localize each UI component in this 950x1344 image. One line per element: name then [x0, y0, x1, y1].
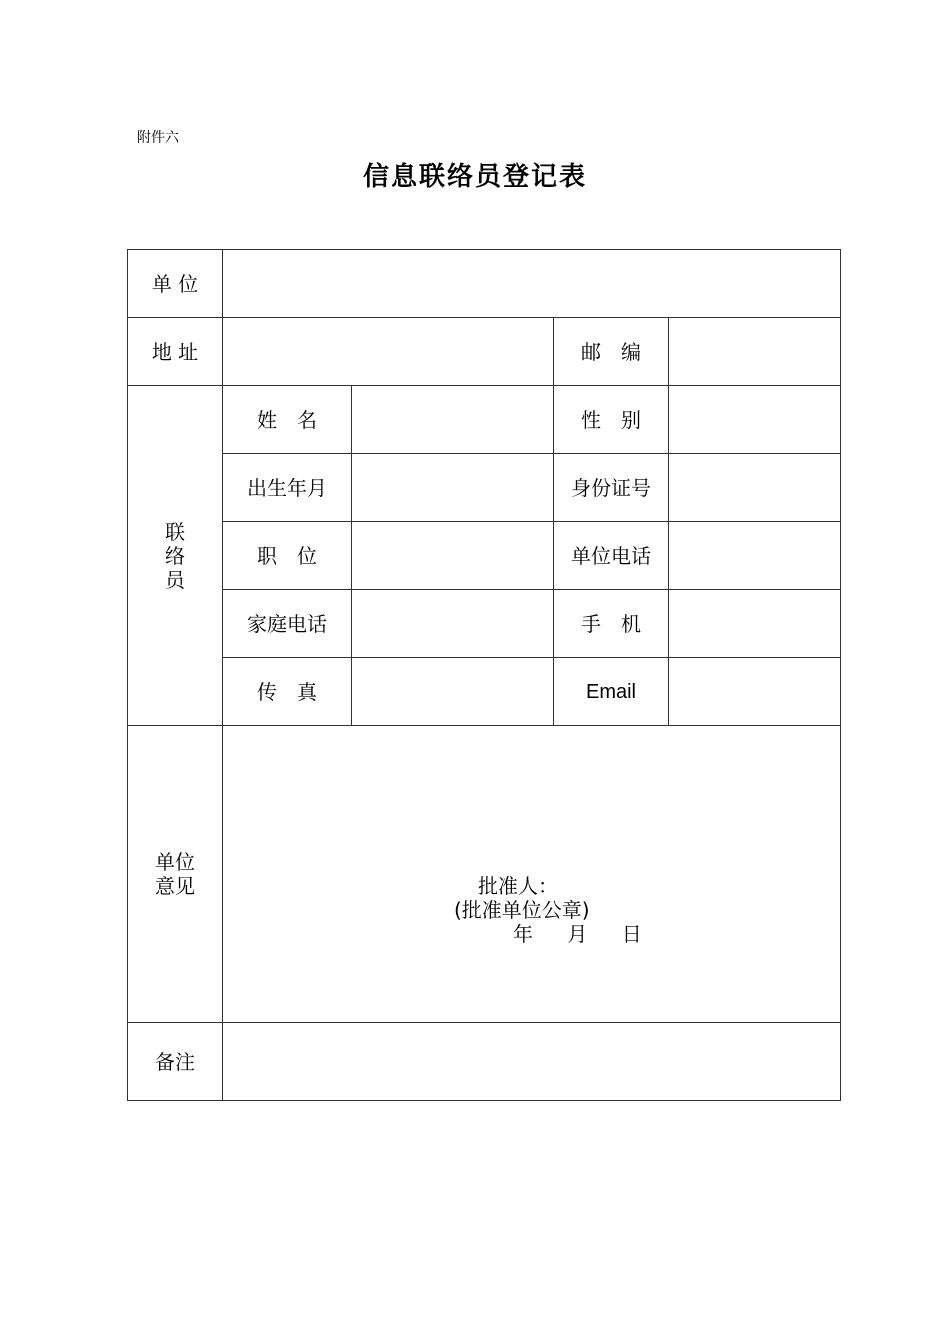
registration-table — [127, 249, 841, 1101]
birth-field[interactable] — [352, 454, 554, 522]
postcode-label: 邮 编 — [554, 318, 669, 386]
name-field[interactable] — [352, 386, 554, 454]
remarks-label: 备注 — [128, 1023, 223, 1101]
position-field[interactable] — [352, 522, 554, 590]
birth-label: 出生年月 — [223, 454, 352, 522]
attachment-label: 附件六 — [137, 130, 179, 146]
unit-opinion-label: 单位 意见 — [128, 726, 223, 1023]
name-label: 姓 名 — [223, 386, 352, 454]
email-field[interactable] — [669, 658, 841, 726]
unit-label: 单 位 — [128, 250, 223, 318]
approver-label: 批准人： — [478, 874, 558, 898]
date-label: 年 月 日 — [513, 922, 656, 946]
mobile-field[interactable] — [669, 590, 841, 658]
form-title: 信息联络员登记表 — [362, 162, 587, 192]
postcode-field[interactable] — [669, 318, 841, 386]
email-label: Email — [554, 658, 669, 726]
gender-field[interactable] — [669, 386, 841, 454]
unit-phone-field[interactable] — [669, 522, 841, 590]
unit-opinion-field[interactable] — [223, 726, 841, 1023]
id-number-field[interactable] — [669, 454, 841, 522]
id-number-label: 身份证号 — [554, 454, 669, 522]
unit-field[interactable] — [223, 250, 841, 318]
address-label: 地 址 — [128, 318, 223, 386]
fax-label: 传 真 — [223, 658, 352, 726]
unit-phone-label: 单位电话 — [554, 522, 669, 590]
contact-person-label: 联 络 员 — [128, 386, 223, 726]
seal-label: (批准单位公章) — [454, 898, 590, 922]
position-label: 职 位 — [223, 522, 352, 590]
home-phone-field[interactable] — [352, 590, 554, 658]
address-field[interactable] — [223, 318, 554, 386]
gender-label: 性 别 — [554, 386, 669, 454]
home-phone-label: 家庭电话 — [223, 590, 352, 658]
fax-field[interactable] — [352, 658, 554, 726]
mobile-label: 手 机 — [554, 590, 669, 658]
remarks-field[interactable] — [223, 1023, 841, 1101]
